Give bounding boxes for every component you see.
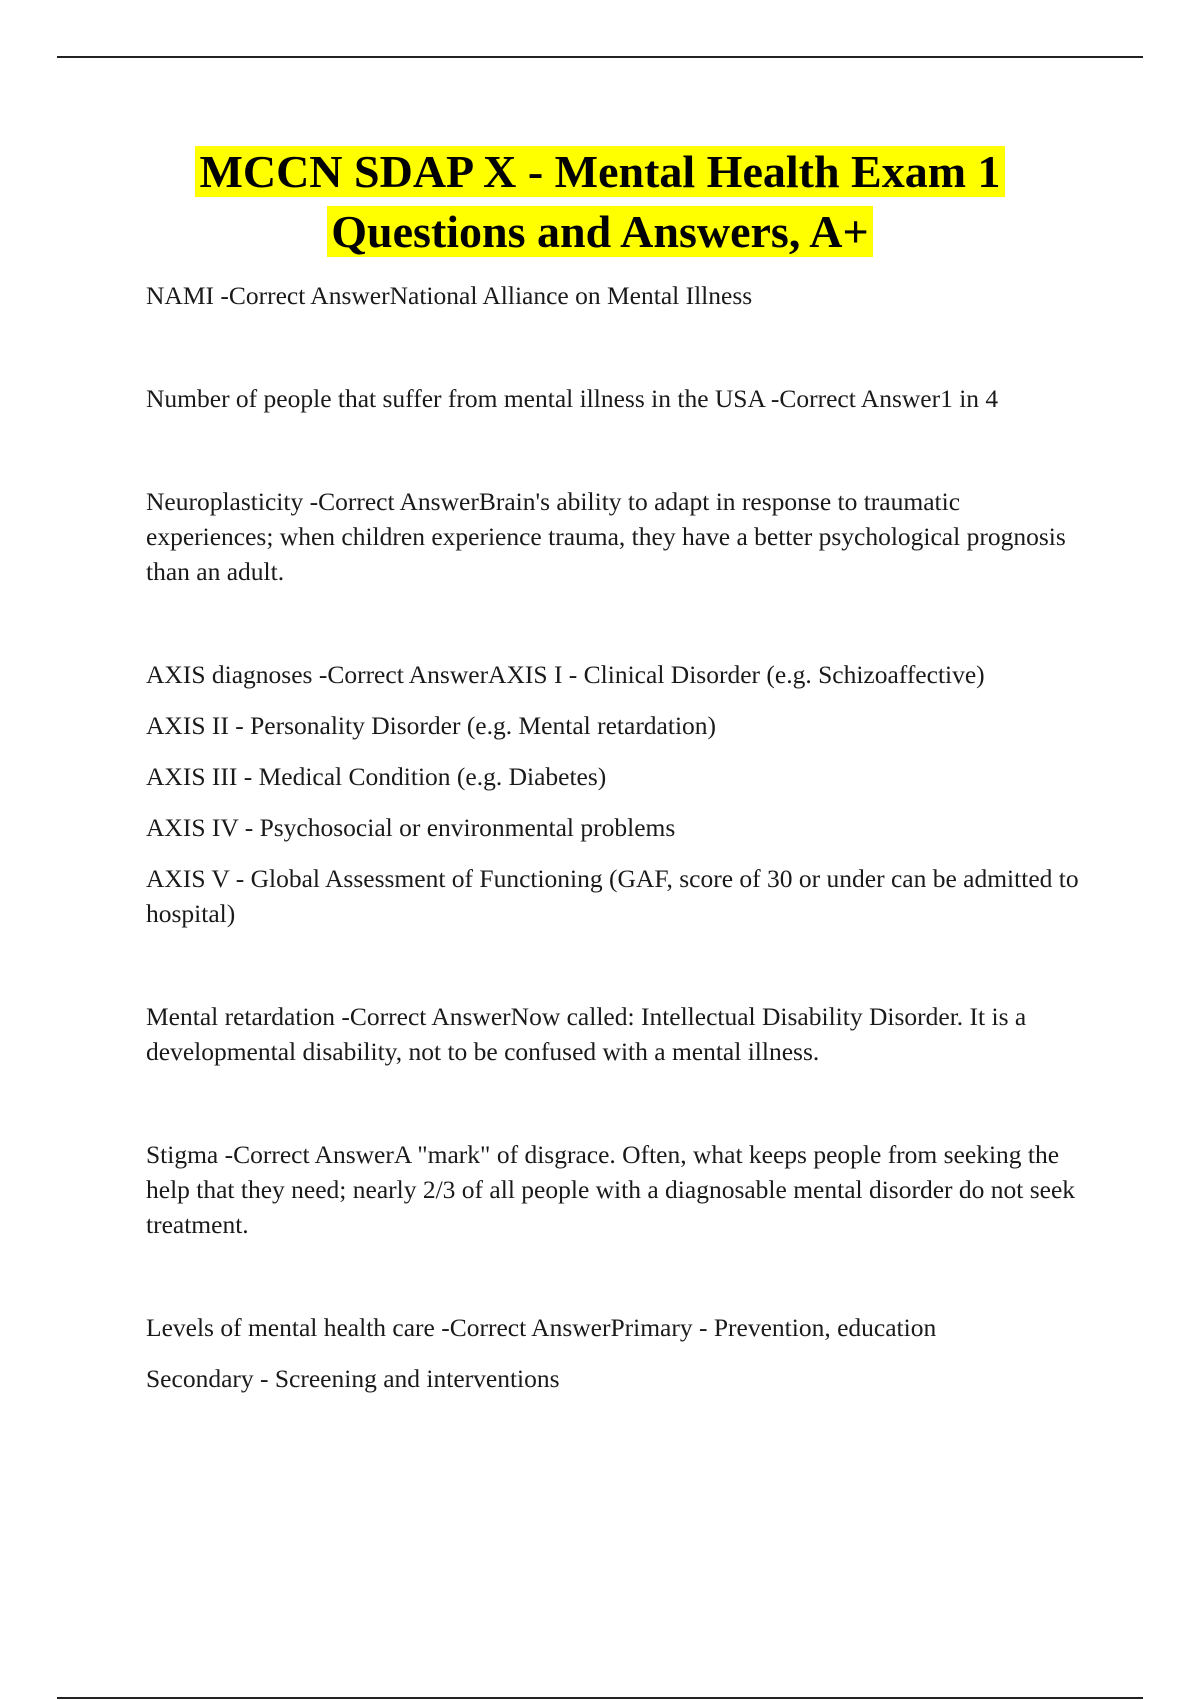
title-line-2: Questions and Answers, A+: [327, 206, 872, 257]
document-title: [0, 142, 1200, 262]
qa-entry-axis-diagnoses: [146, 657, 1086, 931]
qa-entry-levels-of-care: [146, 1310, 1086, 1396]
qa-entry-stigma: [146, 1137, 1086, 1242]
qa-text: Stigma -Correct AnswerA "mark" of disgrace. Often, what keeps people from seeking the help that they need; nearly 2/3 of all people with a diagnosable mental disorder do not seek treatment.: [146, 1140, 1076, 1239]
qa-text: NAMI -Correct AnswerNational Alliance on Mental Illness: [146, 281, 753, 310]
qa-list: [146, 278, 1086, 1464]
qa-text: AXIS III - Medical Condition (e.g. Diabetes): [146, 762, 607, 791]
title-line-1: MCCN SDAP X - Mental Health Exam 1: [195, 146, 1004, 197]
qa-text: Mental retardation -Correct AnswerNow called: Intellectual Disability Disorder. It is a developmental disability, not to be confused with a mental illness.: [146, 1002, 1027, 1066]
qa-text: Levels of mental health care -Correct AnswerPrimary - Prevention, education: [146, 1313, 937, 1342]
qa-text: AXIS V - Global Assessment of Functioning (GAF, score of 30 or under can be admitted to hospital): [146, 864, 1079, 928]
qa-text: Neuroplasticity -Correct AnswerBrain's ability to adapt in response to traumatic experiences; when children experience trauma, they have a better psychological prognosis than an adult.: [146, 487, 1066, 586]
bottom-rule: [57, 1697, 1143, 1699]
qa-text: AXIS diagnoses -Correct AnswerAXIS I - Clinical Disorder (e.g. Schizoaffective): [146, 660, 985, 689]
qa-text: AXIS II - Personality Disorder (e.g. Mental retardation): [146, 711, 717, 740]
qa-entry-nami: [146, 278, 1086, 313]
qa-entry-mental-illness-count: [146, 381, 1086, 416]
qa-entry-mental-retardation: [146, 999, 1086, 1069]
top-rule: [57, 56, 1143, 58]
qa-text: Number of people that suffer from mental illness in the USA -Correct Answer1 in 4: [146, 384, 999, 413]
qa-text: Secondary - Screening and interventions: [146, 1364, 560, 1393]
qa-entry-neuroplasticity: [146, 484, 1086, 589]
qa-text: AXIS IV - Psychosocial or environmental problems: [146, 813, 676, 842]
